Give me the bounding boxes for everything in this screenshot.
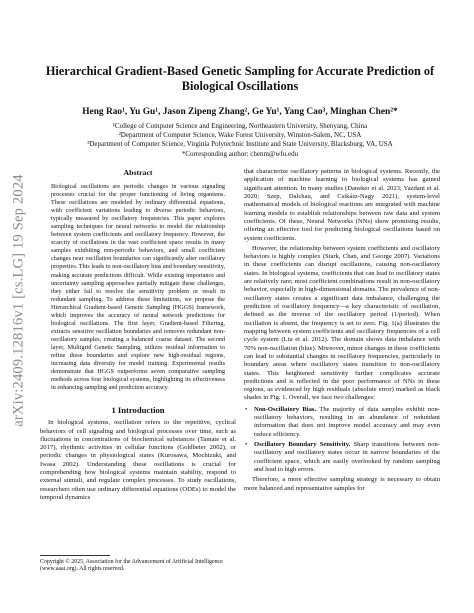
paper-title: Hierarchical Gradient-Based Genetic Sampling for Accurate Prediction of Biological Oscillations: [45, 64, 435, 93]
affiliation-1: ¹College of Computer Science and Engineering, Northeastern University, Shenyang, China: [112, 122, 368, 130]
challenge-label: Non-Oscillatory Bias.: [254, 405, 317, 413]
right-paragraph-1: that characterize oscillatory patterns in biological systems. Recently, the application of machine learning to biological systems has gained significant attention. In many studies (Daneker et al. 2023; Yazdani et al. 2020; Szep, Dalchau, and Csikász-Nagy 2021), system-level mathematical models of biological reactions are integrated with machine learning models to establish relationships between raw data and system coefficients. Of these, Neural Networks (NNs) show promising results, offering an effective tool for predicting biological oscillations based on system coefficients.: [244, 168, 440, 242]
affiliation-2: ²Department of Computer Science, Wake Forest University, Winston-Salem, NC, USA: [118, 131, 362, 140]
challenge-text: The majority of data samples exhibit non-oscillatory behaviors, resulting in an abundance of redundant information that does not improve model accuracy and may even reduce efficiency.: [254, 405, 440, 438]
challenge-label: Oscillatory Boundary Sensitivity.: [254, 441, 351, 448]
challenge-item-boundary-sensitivity: [244, 441, 440, 474]
affiliations: [40, 122, 440, 159]
abstract-heading: Abstract: [123, 168, 153, 177]
abstract-body: [40, 183, 236, 392]
arxiv-id-text: arXiv:2409.12816v1 [cs.LG] 19 Sep 2024: [10, 173, 27, 427]
challenge-item-non-oscillatory-bias: [244, 406, 440, 439]
abstract-text: Biological oscillations are periodic changes in various signaling processes crucial for the proper functioning of living organisms. These oscillations are modeled by ordinary differential equations, with coefficient variations leading to diverse periodic behaviors, typically measured by oscillatory frequencies. This paper explores sampling techniques for neural networks to model the relationship between system coefficients and oscillatory frequency. However, the scarcity of oscillations in the vast coefficient space results in many samples exhibiting non-periodic behaviors, and small coefficient changes near oscillation boundaries can significantly alter oscillatory properties. This leads to non-oscillatory bias and boundary sensitivity, making accurate predictions difficult. While existing importance and uncertainty sampling approaches partially mitigate these challenges, they either fail to resolve the sensitivity problem or result in redundant sampling. To address these limitations, we propose the Hierarchical Gradient-based Genetic Sampling (HGGS) framework, which improves the accuracy of neural network predictions for biological oscillations. The first layer, Gradient-based Filtering, extracts sensitive oscillation boundaries and removes redundant non-oscillatory samples, creating a balanced coarse dataset. The second layer, Multigrid Genetic Sampling, utilizes residual information to refine these boundaries and explore new high-residual regions, increasing data diversity for model training. Experimental results demonstrate that HGGS outperforms seven comparative sampling methods across four biological systems, highlighting its effectiveness in enhancing sampling and prediction accuracy.: [51, 183, 225, 392]
copyright-footnote: [40, 555, 236, 574]
left-column: [40, 168, 236, 502]
author-list: Heng Rao¹, Yu Gu¹, Jason Zipeng Zhang², Ge Yu¹, Yang Cao³, Minghan Chen²*: [82, 107, 398, 117]
challenge-list: [244, 406, 440, 475]
arxiv-identifier-sidebar: [6, 150, 32, 450]
bullet-icon: •: [245, 405, 248, 413]
bullet-icon: •: [245, 441, 248, 448]
right-paragraph-3: Therefore, a more effective sampling strategy is necessary to obtain more balanced and representative samples for: [244, 476, 440, 492]
copyright-text: Copyright © 2025, Association for the Advancement of Artificial Intelligence (www.aaai.org). All rights reserved.: [40, 559, 223, 573]
right-paragraph-2: However, the relationship between system coefficients and oscillatory behaviors is highly complex (Stark, Chan, and George 2007). Variations in these coefficients can disrupt oscillations, causing non-oscillatory states. In biological systems, coefficients that can lead to oscillatory states are relatively rare; most coefficient combinations result in non-oscillatory behavior, especially in high-dimensional domains. The prevalence of non-oscillatory states creates a significant data imbalance, challenging the prediction of oscillatory frequency—a key characteristic of oscillation, defined as the inverse of the oscillatory period (1/period). When oscillation is absent, the frequency is set to zero. Fig. 1(a) illustrates the mapping between system coefficients and oscillatory frequencies of a cell cycle system (Liu et al. 2012). The domain shows data imbalance with 70% non-oscillation (blue). Moreover, minor changes in these coefficients can lead to substantial changes in oscillatory frequencies, particularly in boundary areas where oscillatory states transition to non-oscillatory states. This heightened sensitivity further complicates accurate predictions and is reflected in the poor performance of NNs in these regions, as evidenced by high residuals (absolute error) marked as black shades in Fig. 1. Overall, we face two challenges:: [244, 244, 440, 402]
footnote-rule: [40, 555, 110, 556]
right-column: [244, 168, 440, 493]
affiliation-3: ³Department of Computer Science, Virginia Polytechnic Institute and State University, Blacksburg, VA, USA: [87, 140, 393, 149]
corresponding-author: *Corresponding author: chenm@wfu.edu: [181, 149, 299, 158]
introduction-heading: 1 Introduction: [111, 405, 165, 416]
challenge-text: Sharp transitions between non-oscillatory and oscillatory states occur in narrow boundaries of the coefficient space, which are easily overlooked by random sampling and lead to high errors.: [254, 441, 440, 473]
intro-paragraph-1: In biological systems, oscillation refers to the repetitive, cyclical behaviors of cell signaling and biological processes over time, such as fluctuations in concentrations of biochemical substances (Tamate et al. 2017), rhythmic activities in cellular functions (Goldbeter 2002), or periodic changes in physiological states (Kurosawa, Mochizuki, and Iwasa 2002). Understanding these oscillations is crucial for comprehending how biological systems maintain stability, respond to external stimuli, and regulate complex processes. To study oscillations, researchers often use ordinary differential equations (ODEs) to model the temporal dynamics: [40, 419, 236, 502]
